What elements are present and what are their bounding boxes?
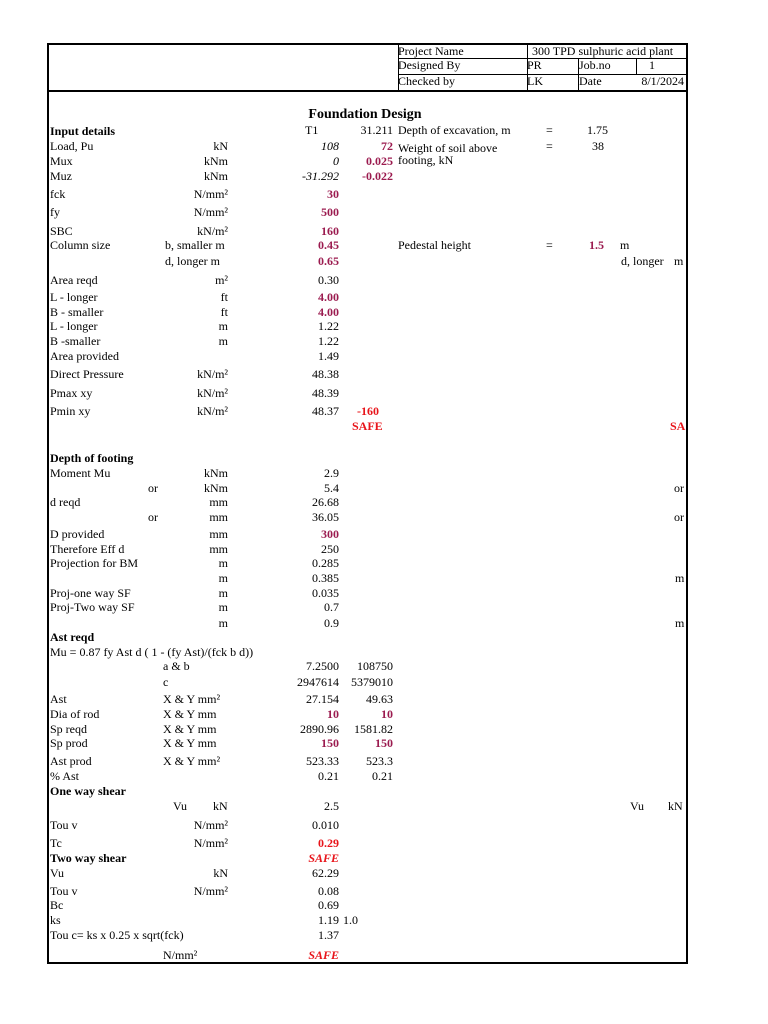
row-label: Direct Pressure bbox=[50, 367, 124, 381]
row-value-2: 523.3 bbox=[366, 754, 393, 768]
row-label: Area provided bbox=[50, 349, 119, 363]
project-name-value: 300 TPD sulphuric acid plant bbox=[532, 44, 674, 58]
checked-by-value: LK bbox=[527, 74, 543, 88]
row-label: Mux bbox=[50, 154, 73, 168]
row-value: 150 bbox=[321, 736, 339, 750]
row-value: 160 bbox=[321, 224, 339, 238]
safe-label: SAFE bbox=[308, 948, 339, 962]
row-value-2: 72 bbox=[381, 139, 393, 153]
row-sublabel: a & b bbox=[163, 659, 190, 673]
row-label: Load, Pu bbox=[50, 139, 94, 153]
excavation-value: 1.75 bbox=[587, 123, 608, 137]
row-label: B -smaller bbox=[50, 334, 101, 348]
job-no-value: 1 bbox=[649, 58, 655, 72]
row-value-2: 0.025 bbox=[366, 154, 393, 168]
row-value: 48.39 bbox=[312, 386, 339, 400]
soil-value: 38 bbox=[592, 139, 604, 153]
row-unit: N/mm² bbox=[193, 884, 228, 898]
row-value: 0.7 bbox=[324, 600, 339, 614]
row-label: Tou c= ks x 0.25 x sqrt(fck) bbox=[50, 928, 184, 942]
row-value: 1.22 bbox=[318, 319, 339, 333]
header-vline bbox=[636, 58, 637, 74]
row-value: 48.38 bbox=[312, 367, 339, 381]
job-no-label: Job.no bbox=[579, 58, 611, 72]
pedestal-label: Pedestal height bbox=[398, 238, 471, 252]
pedestal-unit: m bbox=[620, 238, 630, 252]
row-label: fy bbox=[50, 205, 60, 219]
row-value: 2.9 bbox=[324, 466, 339, 480]
row-value-2: 1.0 bbox=[343, 913, 358, 927]
row-label: Bc bbox=[50, 898, 64, 912]
row-value: 300 bbox=[321, 527, 339, 541]
row-label: Sp reqd bbox=[50, 722, 87, 736]
row-value: 0.21 bbox=[318, 769, 339, 783]
row-value-2: 10 bbox=[381, 707, 393, 721]
row-value: 0.385 bbox=[312, 571, 339, 585]
row-unit: m bbox=[218, 556, 228, 570]
t1-label: T1 bbox=[305, 123, 319, 137]
row-value: 0.30 bbox=[318, 273, 339, 287]
row-value: 0.69 bbox=[318, 898, 339, 912]
row-unit: mm bbox=[209, 510, 228, 524]
row-unit: kN bbox=[213, 866, 228, 880]
row-value: 0.035 bbox=[312, 586, 339, 600]
row-value-2: 108750 bbox=[357, 659, 393, 673]
row-sublabel: Vu bbox=[173, 799, 187, 813]
row-value: 7.2500 bbox=[306, 659, 339, 673]
row-label: B - smaller bbox=[50, 305, 104, 319]
row-value: 26.68 bbox=[312, 495, 339, 509]
row-unit: kNm bbox=[204, 481, 228, 495]
row-sublabel: or bbox=[148, 510, 158, 524]
t1-value: 31.211 bbox=[360, 123, 393, 137]
vu-label: Vu bbox=[630, 799, 644, 813]
row-unit: X & Y mm² bbox=[163, 692, 221, 706]
row-unit: kN bbox=[213, 139, 228, 153]
pedestal-eq: = bbox=[546, 238, 553, 252]
unit-label: m bbox=[675, 616, 685, 630]
row-value: 4.00 bbox=[318, 305, 339, 319]
d-longer-label: d, longer bbox=[621, 254, 664, 268]
row-label: % Ast bbox=[50, 769, 80, 783]
row-label: Proj-one way SF bbox=[50, 586, 131, 600]
row-unit: ft bbox=[220, 305, 228, 319]
row-unit: m bbox=[218, 571, 228, 585]
date-value: 8/1/2024 bbox=[641, 74, 684, 88]
row-label: Muz bbox=[50, 169, 72, 183]
row-unit: kN/m² bbox=[197, 404, 228, 418]
row-label: Pmin xy bbox=[50, 404, 91, 418]
row-unit: kN/m² bbox=[197, 224, 228, 238]
row-value-2: -0.022 bbox=[362, 169, 393, 183]
row-label: Column size bbox=[50, 238, 111, 252]
row-label: Sp prod bbox=[50, 736, 88, 750]
row-sublabel: c bbox=[163, 675, 169, 689]
row-value: 1.49 bbox=[318, 349, 339, 363]
row-label: Projection for BM bbox=[50, 556, 138, 570]
row-value: 250 bbox=[321, 542, 339, 556]
pedestal-value: 1.5 bbox=[589, 238, 604, 252]
excavation-eq: = bbox=[546, 123, 553, 137]
row-label: Area reqd bbox=[50, 273, 98, 287]
row-value-2: 150 bbox=[375, 736, 393, 750]
row-unit: kN/m² bbox=[197, 386, 228, 400]
project-name-label: Project Name bbox=[398, 44, 464, 58]
row-label: D provided bbox=[50, 527, 105, 541]
row-value: 1.19 bbox=[318, 913, 339, 927]
section-heading: Input details bbox=[50, 124, 116, 138]
row-unit: m bbox=[218, 616, 228, 630]
formula-text: Mu = 0.87 fy Ast d ( 1 - (fy Ast)/(fck b d)) bbox=[50, 645, 254, 659]
row-unit: m² bbox=[215, 273, 228, 287]
row-unit: kNm bbox=[204, 154, 228, 168]
row-value: 2947614 bbox=[297, 675, 339, 689]
row-label: Vu bbox=[50, 866, 64, 880]
excavation-label: Depth of excavation, m bbox=[398, 123, 511, 137]
row-unit: N/mm² bbox=[193, 836, 228, 850]
row-unit: kN bbox=[213, 799, 228, 813]
soil-label-2: footing, kN bbox=[398, 153, 454, 167]
row-unit: mm bbox=[209, 527, 228, 541]
row-unit: kNm bbox=[204, 466, 228, 480]
section-heading: Ast reqd bbox=[50, 630, 95, 644]
row-value: 523.33 bbox=[306, 754, 339, 768]
row-label: L - longer bbox=[50, 319, 98, 333]
row-label: SBC bbox=[50, 224, 73, 238]
vu-unit: kN bbox=[668, 799, 683, 813]
or-label: or bbox=[674, 481, 684, 495]
row-unit: m bbox=[218, 319, 228, 333]
section-heading: One way shear bbox=[50, 784, 126, 798]
row-label: fck bbox=[50, 187, 66, 201]
row-value: 10 bbox=[327, 707, 339, 721]
designed-by-label: Designed By bbox=[398, 58, 461, 72]
row-value: 27.154 bbox=[306, 692, 339, 706]
row-label: Proj-Two way SF bbox=[50, 600, 135, 614]
row-value: 2890.96 bbox=[300, 722, 339, 736]
row-value: 36.05 bbox=[312, 510, 339, 524]
row-sublabel: d, longer m bbox=[165, 254, 220, 268]
row-value-2: 49.63 bbox=[366, 692, 393, 706]
row-label: Ast bbox=[50, 692, 67, 706]
soil-eq: = bbox=[546, 139, 553, 153]
row-label: Moment Mu bbox=[50, 466, 111, 480]
row-value: 108 bbox=[321, 139, 339, 153]
row-value: -31.292 bbox=[302, 169, 339, 183]
row-unit: N/mm² bbox=[193, 818, 228, 832]
safe-label-partial: SA bbox=[670, 419, 686, 433]
row-value: 0.29 bbox=[318, 836, 339, 850]
row-unit: N/mm² bbox=[163, 948, 198, 962]
row-unit: m bbox=[218, 600, 228, 614]
row-unit: mm bbox=[209, 542, 228, 556]
row-value: 0.08 bbox=[318, 884, 339, 898]
row-value: 0.45 bbox=[318, 238, 339, 252]
row-label: ks bbox=[50, 913, 61, 927]
header-divider bbox=[49, 90, 688, 92]
row-unit: ft bbox=[220, 290, 228, 304]
row-value: 1.22 bbox=[318, 334, 339, 348]
row-value-2: 1581.82 bbox=[354, 722, 393, 736]
section-heading: Depth of footing bbox=[50, 451, 134, 465]
safe-label: SAFE bbox=[352, 419, 383, 433]
row-value: 1.37 bbox=[318, 928, 339, 942]
row-unit: X & Y mm bbox=[163, 707, 217, 721]
row-sublabel: b, smaller m bbox=[165, 238, 225, 252]
unit-label: m bbox=[675, 571, 685, 585]
row-label: Ast prod bbox=[50, 754, 92, 768]
checked-by-label: Checked by bbox=[398, 74, 455, 88]
row-label: Tc bbox=[50, 836, 62, 850]
row-label: d reqd bbox=[50, 495, 81, 509]
row-unit: kN/m² bbox=[197, 367, 228, 381]
d-longer-unit: m bbox=[674, 254, 684, 268]
row-unit: N/mm² bbox=[193, 187, 228, 201]
designed-by-value: PR bbox=[527, 58, 542, 72]
row-value: 4.00 bbox=[318, 290, 339, 304]
row-sublabel: or bbox=[148, 481, 158, 495]
header-vline bbox=[686, 45, 687, 90]
row-label: Therefore Eff d bbox=[50, 542, 125, 556]
row-unit: mm bbox=[209, 495, 228, 509]
row-unit: kNm bbox=[204, 169, 228, 183]
row-label: L - longer bbox=[50, 290, 98, 304]
row-label: Tou v bbox=[50, 884, 78, 898]
row-unit: X & Y mm bbox=[163, 722, 217, 736]
row-unit: X & Y mm² bbox=[163, 754, 221, 768]
row-value-2: 5379010 bbox=[351, 675, 393, 689]
row-value: 0 bbox=[333, 154, 339, 168]
row-value: 500 bbox=[321, 205, 339, 219]
row-value-2: -160 bbox=[357, 404, 379, 418]
row-label: Dia of rod bbox=[50, 707, 100, 721]
section-heading: Two way shear bbox=[50, 851, 127, 865]
page-title: Foundation Design bbox=[308, 107, 422, 122]
date-label: Date bbox=[579, 74, 602, 88]
row-label: Pmax xy bbox=[50, 386, 93, 400]
row-value: 30 bbox=[327, 187, 339, 201]
safe-label: SAFE bbox=[308, 851, 339, 865]
row-label: Tou v bbox=[50, 818, 78, 832]
row-value: 0.9 bbox=[324, 616, 339, 630]
soil-label-1: Weight of soil above bbox=[398, 141, 498, 155]
row-value: 62.29 bbox=[312, 866, 339, 880]
row-value: 0.65 bbox=[318, 254, 339, 268]
row-unit: m bbox=[218, 586, 228, 600]
row-value: 0.285 bbox=[312, 556, 339, 570]
row-value: 0.010 bbox=[312, 818, 339, 832]
row-unit: m bbox=[218, 334, 228, 348]
row-unit: X & Y mm bbox=[163, 736, 217, 750]
row-value: 2.5 bbox=[324, 799, 339, 813]
row-unit: N/mm² bbox=[193, 205, 228, 219]
row-value-2: 0.21 bbox=[372, 769, 393, 783]
row-value: 48.37 bbox=[312, 404, 339, 418]
row-value: 5.4 bbox=[324, 481, 339, 495]
or-label: or bbox=[674, 510, 684, 524]
